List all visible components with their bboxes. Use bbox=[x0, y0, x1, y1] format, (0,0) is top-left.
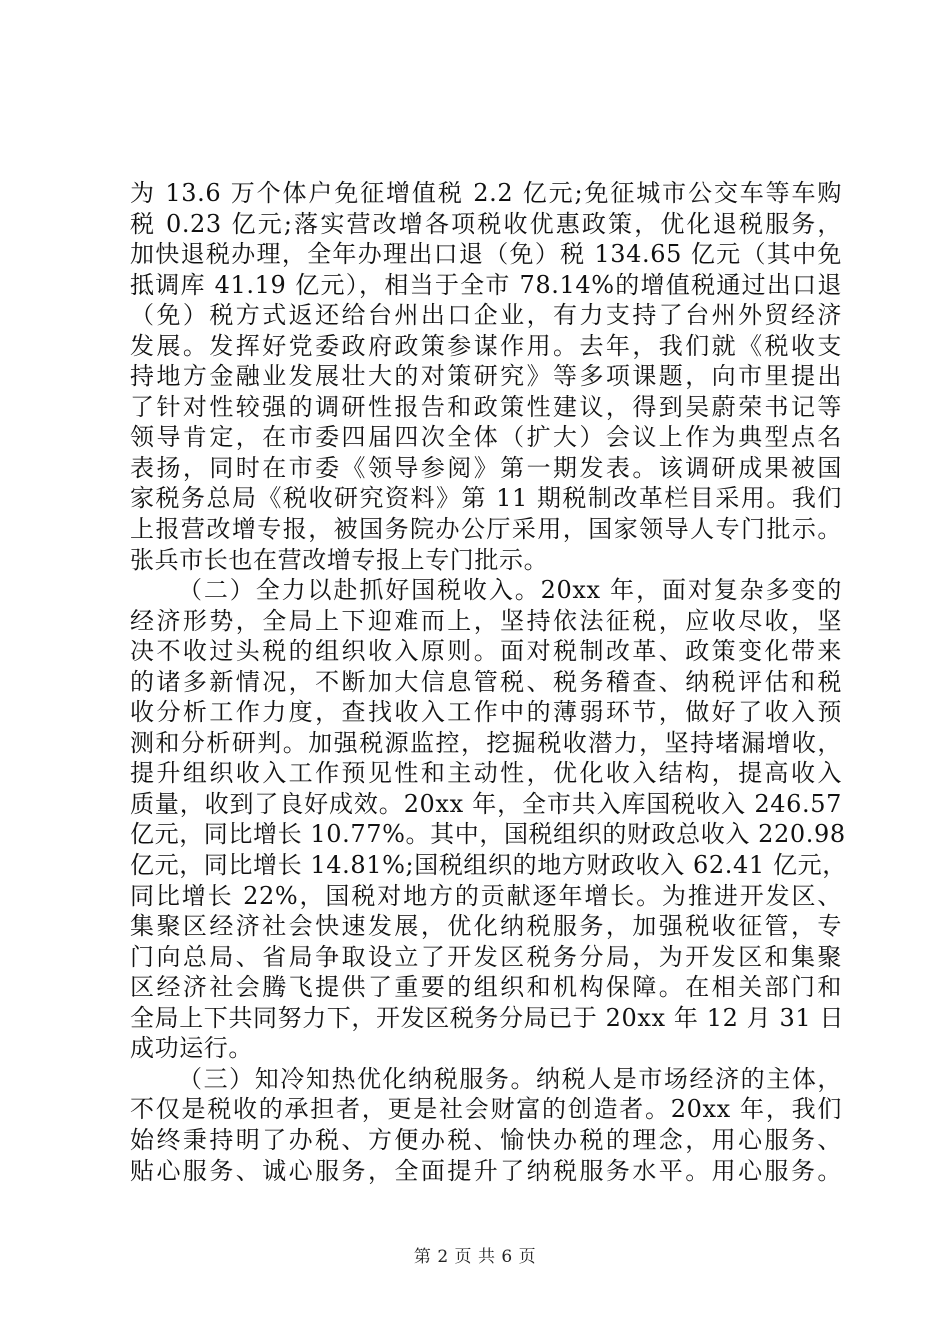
text-line: 领导肯定，在市委四届四次全体（扩大）会议上作为典型点名 bbox=[130, 423, 842, 452]
text-line: 持地方金融业发展壮大的对策研究》等多项课题，向市里提出 bbox=[130, 362, 842, 391]
text-line: 不仅是税收的承担者，更是社会财富的创造者。20xx 年，我们 bbox=[130, 1095, 842, 1124]
text-line: 贴心服务、诚心服务，全面提升了纳税服务水平。用心服务。 bbox=[130, 1156, 842, 1185]
text-line: （三）知冷知热优化纳税服务。纳税人是市场经济的主体， bbox=[178, 1064, 842, 1093]
text-line: （二）全力以赴抓好国税收入。20xx 年，面对复杂多变的 bbox=[178, 576, 842, 605]
text-line: 税 0.23 亿元;落实营改增各项税收优惠政策，优化退税服务， bbox=[130, 209, 842, 238]
text-line: 经济形势，全局上下迎难而上，坚持依法征税，应收尽收，坚 bbox=[130, 606, 842, 635]
text-line: 家税务总局《税收研究资料》第 11 期税制改革栏目采用。我们 bbox=[130, 484, 842, 513]
document-body bbox=[130, 178, 847, 1186]
page-number-footer: 第 2 页 共 6 页 bbox=[413, 1247, 537, 1267]
text-line: 抵调库 41.19 亿元），相当于全市 78.14%的增值税通过出口退 bbox=[130, 270, 842, 299]
text-line: 亿元，同比增长 14.81%;国税组织的地方财政收入 62.41 亿元， bbox=[130, 851, 847, 880]
text-line: 发展。发挥好党委政府政策参谋作用。去年，我们就《税收支 bbox=[130, 331, 842, 360]
text-line: 亿元，同比增长 10.77%。其中，国税组织的财政总收入 220.98 bbox=[130, 820, 846, 849]
text-line: 表扬，同时在市委《领导参阅》第一期发表。该调研成果被国 bbox=[130, 453, 842, 482]
text-line: 始终秉持明了办税、方便办税、愉快办税的理念，用心服务、 bbox=[130, 1125, 842, 1154]
text-line: 集聚区经济社会快速发展，优化纳税服务，加强税收征管，专 bbox=[130, 912, 842, 941]
text-line: 测和分析研判。加强税源监控，挖掘税收潜力，坚持堵漏增收， bbox=[130, 728, 842, 757]
text-line: 质量，收到了良好成效。20xx 年，全市共入库国税收入 246.57 bbox=[130, 789, 842, 818]
text-line: 同比增长 22%，国税对地方的贡献逐年增长。为推进开发区、 bbox=[130, 881, 842, 910]
text-line: 了针对性较强的调研性报告和政策性建议，得到吴蔚荣书记等 bbox=[130, 392, 842, 421]
text-line: 决不收过头税的组织收入原则。面对税制改革、政策变化带来 bbox=[130, 637, 842, 666]
text-line: 为 13.6 万个体户免征增值税 2.2 亿元;免征城市公交车等车购 bbox=[130, 179, 842, 207]
text-line: 加快退税办理，全年办理出口退（免）税 134.65 亿元（其中免 bbox=[130, 240, 842, 269]
text-line: 上报营改增专报，被国务院办公厅采用，国家领导人专门批示。 bbox=[130, 515, 842, 544]
text-line: 提升组织收入工作预见性和主动性，优化收入结构，提高收入 bbox=[130, 759, 842, 788]
text-line: 张兵市长也在营改增专报上专门批示。 bbox=[130, 545, 549, 574]
text-line: 成功运行。 bbox=[130, 1034, 253, 1063]
text-line: 的诸多新情况，不断加大信息管税、税务稽查、纳税评估和税 bbox=[130, 667, 842, 696]
text-line: （免）税方式返还给台州出口企业，有力支持了台州外贸经济 bbox=[130, 301, 842, 330]
text-line: 全局上下共同努力下，开发区税务分局已于 20xx 年 12 月 31 日 bbox=[130, 1003, 845, 1032]
text-line: 区经济社会腾飞提供了重要的组织和机构保障。在相关部门和 bbox=[130, 973, 842, 1002]
text-line: 门向总局、省局争取设立了开发区税务分局，为开发区和集聚 bbox=[130, 942, 842, 971]
text-line: 收分析工作力度，查找收入工作中的薄弱环节，做好了收入预 bbox=[130, 698, 842, 727]
